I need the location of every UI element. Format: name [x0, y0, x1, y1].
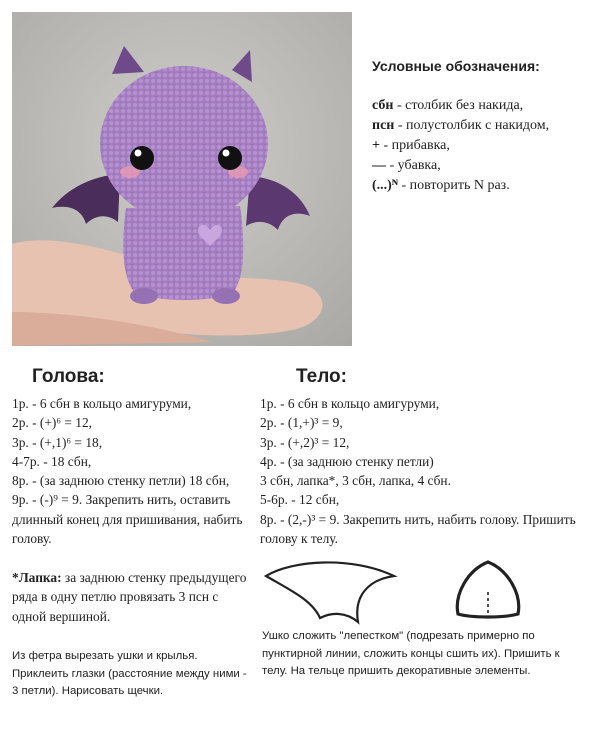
legend	[372, 56, 584, 196]
legend-abbr: —	[372, 158, 386, 173]
body-row: 3р. - (+,2)³ = 12,	[260, 434, 350, 450]
legend-desc: - полустолбик с накидом,	[394, 118, 550, 133]
ear-note: Ушко сложить "лепестком" (подрезать примерно по пунктирной линии, сложить концы сшить их). Пришить к телу. На тельце пришить декоративные элементы.	[262, 630, 560, 677]
head-row: 4-7р. - 18 сбн,	[12, 453, 92, 469]
legend-item	[372, 136, 584, 156]
head-row: 1р. - 6 сбн в кольцо амигуруми,	[12, 396, 192, 411]
head-title: Голова:	[32, 366, 105, 387]
legend-desc: - прибавка,	[379, 138, 450, 153]
body-row: 3 сбн, лапка*, 3 сбн, лапка, 4 сбн.	[260, 473, 451, 489]
body-row: 2р. - (1,+)³ = 9,	[260, 415, 343, 431]
legend-abbr: сбн	[372, 98, 394, 113]
paw-note	[12, 568, 248, 626]
legend-title: Условные обозначения:	[372, 58, 540, 74]
legend-abbr: +	[372, 138, 380, 153]
amigurumi-bat-photo	[12, 12, 352, 346]
head-row: 2р. - (+)⁶ = 12,	[12, 415, 93, 431]
head-row: 3р. - (+,1)⁶ = 18,	[12, 434, 103, 450]
body-row: 1р. - 6 сбн в кольцо амигуруми,	[260, 396, 440, 411]
body-title: Тело:	[296, 366, 347, 387]
legend-item	[372, 96, 584, 116]
legend-item	[372, 116, 584, 136]
body-row: 4р. - (за заднюю стенку петли)	[260, 453, 434, 469]
bat-toy-illustration	[12, 12, 352, 346]
legend-item	[372, 176, 584, 196]
legend-desc: - столбик без накида,	[393, 98, 524, 113]
legend-desc: - убавка,	[386, 158, 441, 173]
wing-template-icon	[262, 556, 398, 626]
head-instructions	[12, 366, 252, 548]
felt-note: Из фетра вырезать ушки и крылья. Приклеить глазки (расстояние между ними - 3 петли). Нарисовать щечки.	[12, 650, 247, 697]
paw-note-text: за заднюю стенку предыдущего ряда в одну петлю провязать 3 псн с одной вершиной.	[12, 570, 247, 624]
body-row: 8р. - (2,-)³ = 9. Закрепить нить, набить голову. Пришить голову к телу.	[260, 511, 576, 547]
body-instructions	[260, 366, 580, 548]
legend-desc: - повторить N раз.	[398, 178, 510, 193]
head-row: 9р. - (-)⁹ = 9. Закрепить нить, оставить длинный конец для пришивания, набить голову.	[12, 492, 243, 547]
legend-abbr: псн	[372, 118, 395, 133]
body-row: 5-6р. - 12 сбн,	[260, 492, 340, 508]
paw-note-label: *Лапка:	[12, 570, 62, 585]
legend-abbr: (...)ᴺ	[372, 178, 398, 193]
ear-template-icon	[450, 556, 526, 622]
legend-item	[372, 156, 584, 176]
head-row: 8р. - (за заднюю стенку петли) 18 сбн,	[12, 473, 230, 489]
